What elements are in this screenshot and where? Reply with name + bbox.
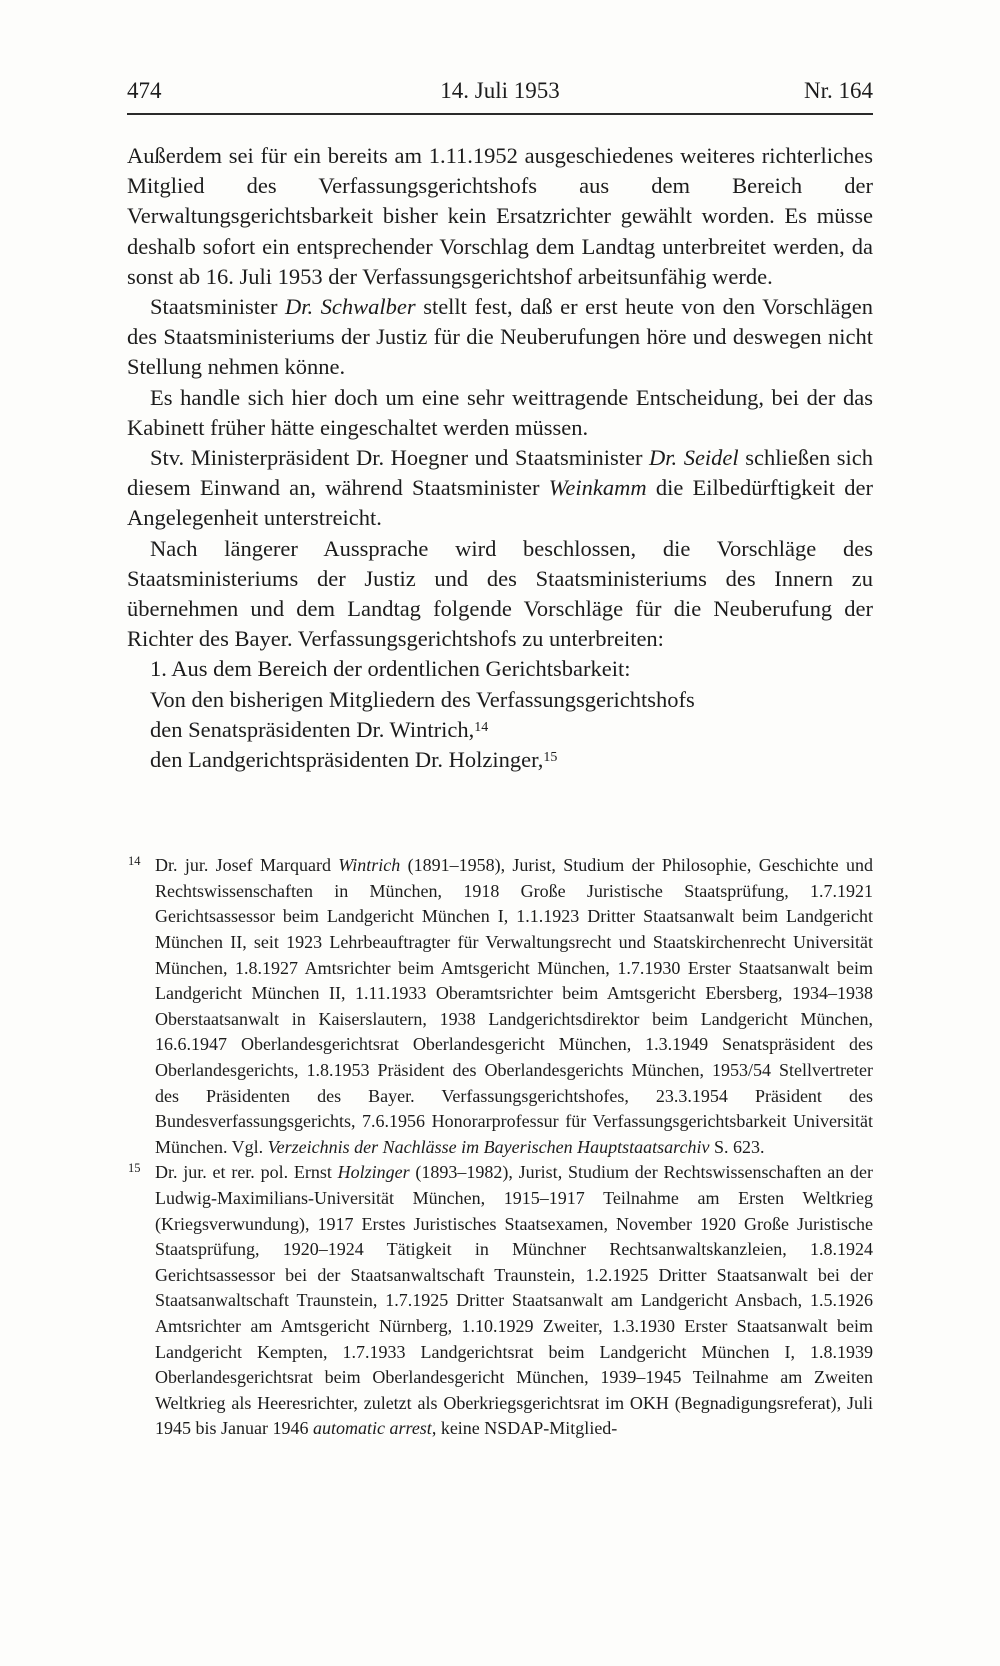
- text-segment: Dr. Schwalber: [285, 294, 416, 320]
- paragraph-1: [127, 141, 873, 292]
- header-issue-number: Nr. 164: [804, 78, 873, 103]
- text-segment: Dr. jur. et rer. pol. Ernst: [155, 1162, 338, 1183]
- text-segment: (1893–1982), Jurist, Studium der Rechtswissenschaften an der Ludwig-Maximilians-Universität München, 1915–1917 Teilnahme am Ersten Weltkrieg (Kriegsverwundung), 1917 Erstes Juristisches Staatsexamen, November 1920 Große Juristische Staatsprüfung, 1920–1924 Tätigkeit in Münchner Rechtsanwaltskanzleien, 1.8.1924 Gerichtsassessor bei der Staatsanwaltschaft Traunstein, 1.2.1925 Dritter Staatsanwalt bei der Staatsanwaltschaft Traunstein, 1.7.1925 Dritter Staatsanwalt am Landgericht Ansbach, 1.5.1926 Amtsrichter am Amtsgericht Nürnberg, 1.10.1929 Zweiter, 1.3.1930 Erster Staatsanwalt beim Landgericht Kempten, 1.7.1933 Landgerichtsrat beim Landgericht München I, 1.8.1939 Oberlandesgerichtsrat beim Oberlandesgericht München, 1939–1945 Teilnahme am Zweiten Weltkrieg als Heeresrichter, zuletzt als Oberkriegsgerichtsrat im OKH (Begnadigungsreferat), Juli 1945 bis Januar 1946: [155, 1162, 873, 1439]
- list-line-2: [127, 685, 873, 715]
- text-segment: die Eilbedürftigkeit der Angelegenheit unterstreicht.: [127, 475, 873, 531]
- paragraph-3: [127, 383, 873, 443]
- text-segment: Dr. jur. Josef Marquard: [155, 855, 339, 876]
- text-segment: schließen sich diesem Einwand an, während Staatsminister: [127, 445, 873, 501]
- footnote-14: [127, 853, 873, 1160]
- text-segment: 1. Aus dem Bereich der ordentlichen Gerichtsbarkeit:: [150, 656, 631, 682]
- text-segment: 15: [543, 749, 558, 765]
- text-segment: den Landgerichtspräsidenten Dr. Holzinger,: [150, 747, 544, 773]
- page-number: 474: [127, 78, 162, 103]
- text-segment: Stv. Ministerpräsident Dr. Hoegner und Staatsminister: [150, 445, 650, 471]
- footnote-marker: 15: [128, 1161, 141, 1176]
- paragraph-2: [127, 292, 873, 383]
- text-segment: (1891–1958), Jurist, Studium der Philosophie, Geschichte und Rechtswissenschaften in München, 1918 Große Juristische Staatsprüfung, 1.7.1921 Gerichtsassessor beim Landgericht München I, 1.1.1923 Dritter Staatsanwalt beim Landgericht München II, seit 1923 Lehrbeauftragter für Verwaltungsrecht und Staatskirchenrecht Universität München, 1.8.1927 Amtsrichter beim Amtsgericht München, 1.7.1930 Erster Staatsanwalt beim Landgericht München II, 1.11.1933 Oberamtsrichter beim Amtsgericht Ebersberg, 1934–1938 Oberstaatsanwalt in Kaiserslautern, 1938 Landgerichtsdirektor beim Landgericht München, 16.6.1947 Oberlandesgerichtsrat Oberlandesgericht München, 1.3.1949 Senatspräsident des Oberlandesgerichts, 1.8.1953 Präsident des Oberlandesgerichts München, 1953/54 Stellvertreter des Präsidenten des Bayer. Verfassungsgerichtshofes, 23.3.1954 Präsident des Bundesverfassungsgerichts, 7.6.1956 Honorarprofessur für Verfassungsgerichtsbarkeit Universität München. Vgl.: [155, 855, 873, 1157]
- text-segment: Von den bisherigen Mitgliedern des Verfassungsgerichtshofs: [150, 686, 695, 712]
- paragraph-4: [127, 443, 873, 534]
- footnote-text: [155, 1162, 873, 1438]
- paragraph-5: [127, 534, 873, 655]
- text-segment: Verzeichnis der Nachlässe im Bayerischen Hauptstaatsarchiv: [267, 1136, 710, 1157]
- footnotes: [127, 853, 873, 1442]
- header-date: 14. Juli 1953: [440, 78, 560, 103]
- text-segment: den Senatspräsidenten Dr. Wintrich,: [150, 716, 475, 742]
- text-segment: automatic arrest: [312, 1418, 432, 1439]
- text-segment: Staatsminister: [150, 294, 286, 320]
- list-line-1: [127, 654, 873, 684]
- text-segment: Holzinger: [337, 1162, 410, 1183]
- list-line-4: [127, 745, 873, 775]
- page-header: [127, 78, 873, 113]
- text-segment: S. 623.: [709, 1136, 765, 1157]
- text-segment: 14: [474, 719, 489, 735]
- text-segment: stellt fest, daß er erst heute von den Vorschlägen des Staatsministeriums der Justiz für die Neuberufungen höre und deswegen nicht Stellung nehmen könne.: [127, 294, 873, 380]
- list-line-3: [127, 715, 873, 745]
- text-segment: Weinkamm: [548, 475, 647, 501]
- body-text: [127, 141, 873, 775]
- text-segment: Außerdem sei für ein bereits am 1.11.1952 ausgeschiedenes weiteres richterliches Mitglied des Verfassungsgerichtshofs aus dem Bereich der Verwaltungsgerichtsbarkeit bisher kein Ersatzrichter gewählt worden. Es müsse deshalb sofort ein entsprechender Vorschlag dem Landtag unterbreitet werden, da sonst ab 16. Juli 1953 der Verfassungsgerichtshof arbeitsunfähig werde.: [127, 143, 873, 289]
- footnote-marker: 14: [128, 854, 141, 869]
- text-segment: Es handle sich hier doch um eine sehr weittragende Entscheidung, bei der das Kabinett früher hätte eingeschaltet werden müssen.: [127, 384, 873, 440]
- header-rule: [127, 113, 873, 115]
- text-segment: Nach längerer Aussprache wird beschlossen, die Vorschläge des Staatsministeriums der Justiz und des Staatsministeriums des Innern zu übernehmen und dem Landtag folgende Vorschläge für die Neuberufung der Richter des Bayer. Verfassungsgerichtshofs zu unterbreiten:: [127, 535, 873, 652]
- footnote-text: [155, 855, 873, 1157]
- text-segment: Dr. Seidel: [649, 445, 739, 471]
- footnote-15: [127, 1160, 873, 1442]
- text-segment: Wintrich: [338, 855, 401, 876]
- text-segment: , keine NSDAP-Mitglied-: [431, 1418, 618, 1439]
